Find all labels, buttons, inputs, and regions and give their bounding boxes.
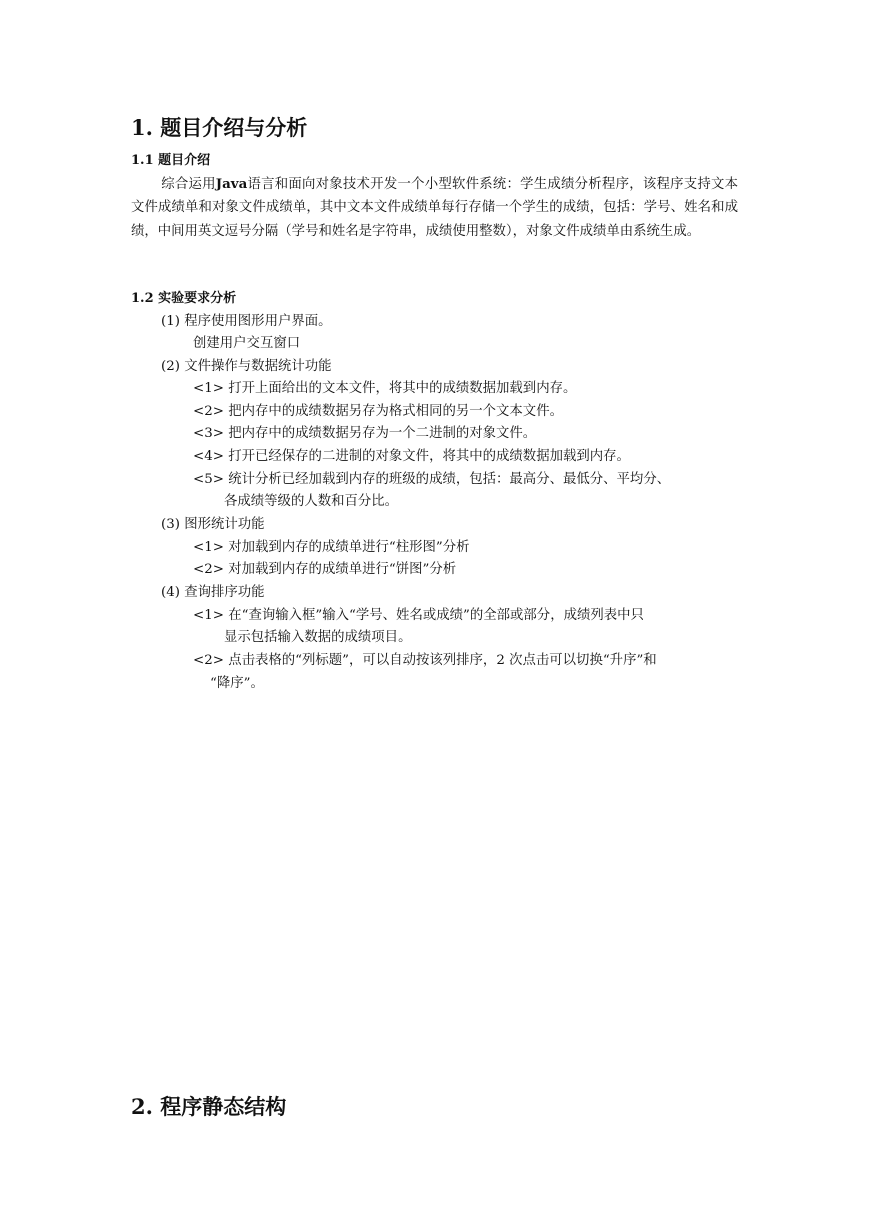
requirement-1: (1) 程序使用图形用户界面。 [161, 314, 332, 329]
requirement-2-4: <4> 打开已经保存的二进制的对象文件，将其中的成绩数据加载到内存。 [193, 449, 630, 464]
intro-text-a: 综合运用 [161, 177, 216, 192]
section-1-1-heading: 1.1 题目介绍 [131, 153, 211, 168]
requirement-2-3: <3> 把内存中的成绩数据另存为一个二进制的对象文件。 [193, 426, 537, 441]
requirement-4-2-line-1: <2> 点击表格的“列标题”，可以自动按该列排序，2 次点击可以切换“升序”和 [193, 653, 657, 668]
requirement-2-5-line-1: <5> 统计分析已经加载到内存的班级的成绩，包括：最高分、最低分、平均分、 [193, 472, 671, 487]
requirement-4-2-line-2: “降序”。 [210, 676, 264, 691]
requirement-3-1: <1> 对加载到内存的成绩单进行“柱形图”分析 [193, 540, 470, 555]
section-1-1-paragraph [131, 173, 738, 243]
requirement-2-5-line-2: 各成绩等级的人数和百分比。 [224, 494, 399, 509]
requirement-1-detail: 创建用户交互窗口 [193, 336, 301, 351]
section-1-2-heading: 1.2 实验要求分析 [131, 291, 237, 306]
requirement-3: (3) 图形统计功能 [161, 517, 265, 532]
requirement-2: (2) 文件操作与数据统计功能 [161, 359, 332, 374]
requirement-3-2: <2> 对加载到内存的成绩单进行“饼图”分析 [193, 562, 457, 577]
section-1-title: 1. 题目介绍与分析 [131, 115, 308, 140]
requirement-2-1: <1> 打开上面给出的文本文件，将其中的成绩数据加载到内存。 [193, 381, 577, 396]
requirement-2-2: <2> 把内存中的成绩数据另存为格式相同的另一个文本文件。 [193, 404, 563, 419]
requirement-4: (4) 查询排序功能 [161, 585, 265, 600]
requirement-4-1-line-1: <1> 在“查询输入框”输入“学号、姓名或成绩”的全部或部分，成绩列表中只 [193, 608, 644, 623]
section-2-title: 2. 程序静态结构 [131, 1094, 287, 1119]
intro-text-b: 语言和面向对象技术开发一个小型软件系统：学生成绩分析程序，该程序支持文本文件成绩单和对象文件成绩单，其中文本文件成绩单每行存储一个学生的成绩，包括：学号、姓名和成绩，中间用英文逗号分隔（学号和姓名是字符串，成绩使用整数），对象文件成绩单由系统生成。 [131, 177, 739, 239]
intro-java: Java [215, 176, 248, 192]
requirement-4-1-line-2: 显示包括输入数据的成绩项目。 [224, 630, 412, 645]
